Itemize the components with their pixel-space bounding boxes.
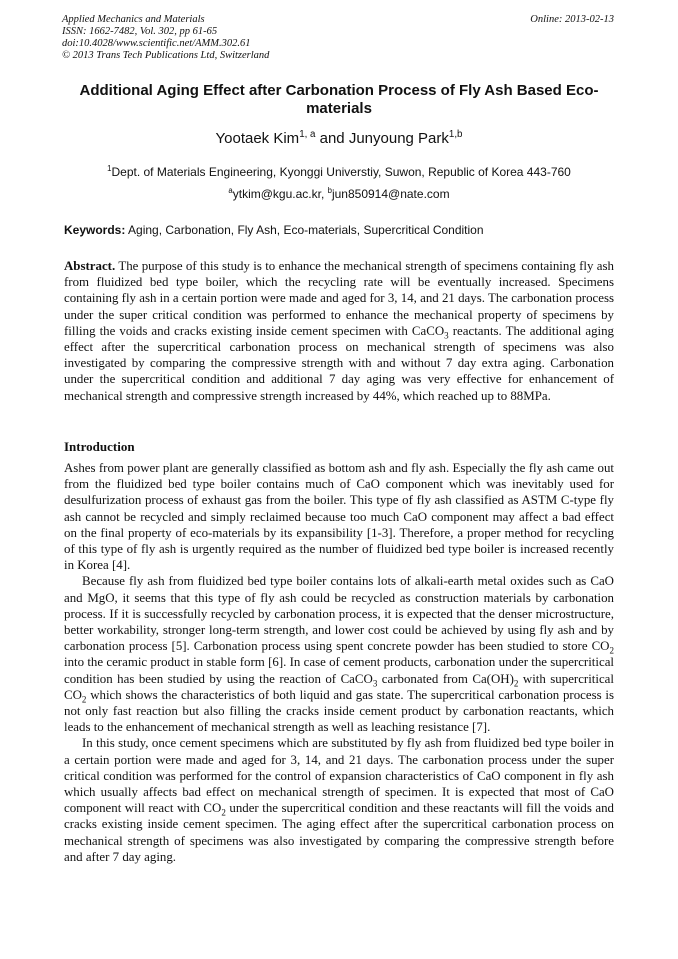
- paragraph: [64, 735, 614, 865]
- abstract-text: The purpose of this study is to enhance the mechanical strength of specimens containing fly ash from fluidized bed type boiler, which the recycling rate will be eventually increased. Specimens containing fly ash in a certain portion were made and aged for 3, 14, and 21 days. The carbonation process under the super critical condition was performed to enhance the mechanical property of specimens by filling the voids and cracks existing inside cement specimen with CaCO: [64, 259, 614, 338]
- subscript: 3: [372, 678, 378, 689]
- paragraph-text: which shows the characteristics of both liquid and gas state. The supercritical carbonation process is not only fast reaction but also filling the cracks inside cement product by carbonation reactants, which leads to the enhancement of mechanical strength as well as leaching resistance [7].: [64, 687, 614, 735]
- paragraph-text: under the supercritical condition and these reactants will fill the voids and cracks existing inside cement specimen. The aging effect after the supercritical carbonation process on mechanical strength of specimens was also investigated by comparing the compressive strength before and after 7 day aging.: [64, 801, 614, 864]
- journal-copyright: © 2013 Trans Tech Publications Ltd, Switzerland: [62, 50, 270, 61]
- author-affiliation-mark: 1,b: [448, 129, 463, 140]
- introduction-body: [64, 460, 614, 865]
- subscript: 2: [221, 807, 226, 818]
- abstract: [64, 258, 614, 404]
- author-affiliation-mark: 1, a: [299, 129, 316, 140]
- journal-name: Applied Mechanics and Materials: [62, 14, 205, 25]
- subscript: 2: [609, 645, 614, 656]
- journal-header: [62, 14, 269, 62]
- keywords: [64, 222, 624, 238]
- abstract-text: reactants. The additional aging effect after the supercritical carbonation process on mechanical strength of specimens was also investigated by comparing the compressive strength with and without 7 day extra aging. Carbonation under the supercritical condition and additional 7 day aging was very effective for enhancement of mechanical strength and compressive strength increased by 44%, which reached up to 88MPa.: [64, 323, 614, 403]
- author-name: Junyoung Park: [348, 130, 449, 147]
- affiliation-text: Dept. of Materials Engineering, Kyonggi Universtiy, Suwon, Republic of Korea 443-760: [111, 165, 571, 179]
- author-line: [64, 130, 614, 148]
- paragraph: Ashes from power plant are generally classified as bottom ash and fly ash. Especially the fly ash came out from the fluidized bed type boiler contains much of CaO component which was inevitably used for desulfurization process of exhaust gas from the boiler. This type of fly ash classified as ASTM C-type fly ash cannot be recycled and simply reclaimed because too much CaO component may affect a bad effect on the final property of eco-materials by its expansibility [1-3]. Therefore, a proper method for recycling of this type of fly ash is urgently required as the number of fluidized bed type boiler is increased recently in Korea [4].: [64, 461, 614, 573]
- paragraph-text: carbonated from Ca(OH): [377, 671, 514, 686]
- journal-doi: doi:10.4028/www.scientific.net/AMM.302.61: [62, 38, 251, 49]
- author-conjunction: and: [315, 130, 349, 147]
- email-link[interactable]: jun850914@nate.com: [331, 187, 450, 201]
- paragraph: [64, 573, 614, 735]
- subscript: 2: [81, 694, 87, 705]
- journal-issn: ISSN: 1662-7482, Vol. 302, pp 61-65: [62, 26, 218, 37]
- abstract-label: Abstract.: [64, 259, 116, 273]
- author-emails: [64, 186, 614, 202]
- subscript: 3: [444, 330, 449, 341]
- affiliation: [64, 164, 614, 180]
- online-date: Online: 2013-02-13: [530, 14, 614, 25]
- paragraph-text: Because fly ash from fluidized bed type boiler contains lots of alkali-earth metal oxides such as CaO and MgO, it seems that this type of fly ash could be recycled as construction materials by carbonation process. If it is successfully recycled by carbonation process, it is expected that the denser microstructure, better workability, stronger long-term strength, and lower cost could be achieved by using fly ash and by carbonation process [5]. Carbonation process using spent concrete powder has been studied to store CO: [64, 574, 614, 654]
- paper-title: Additional Aging Effect after Carbonation Process of Fly Ash Based Eco-materials: [79, 82, 599, 117]
- keywords-label: Keywords:: [64, 223, 126, 237]
- affiliation-mark: 1: [107, 164, 112, 173]
- author-name: Yootaek Kim: [215, 130, 300, 147]
- paragraph-text: into the ceramic product in stable form [6]. In case of cement products, carbonation under the supercritical condition has been studied by using the reaction of CaCO: [64, 655, 614, 686]
- paragraph-text: with supercritical CO: [64, 671, 614, 702]
- email-link[interactable]: ytkim@kgu.ac.kr,: [232, 187, 328, 201]
- paragraph-text: In this study, once cement specimens which are substituted by fly ash from fluidized bed type boiler in a certain portion were made and aged for 3, 14, and 21 days. The carbonation process under the super critical condition was performed for the control of expansion characteristics of CaO component in fly ash which usually affects bad effect on mechanical strength of specimen. It is expected that most of CaO component will react with CO: [64, 736, 614, 816]
- email-mark: a: [228, 186, 233, 195]
- section-heading-introduction: Introduction: [64, 439, 135, 454]
- keywords-text: Aging, Carbonation, Fly Ash, Eco-materials, Supercritical Condition: [125, 223, 484, 237]
- email-mark: b: [327, 186, 332, 195]
- subscript: 2: [513, 678, 519, 689]
